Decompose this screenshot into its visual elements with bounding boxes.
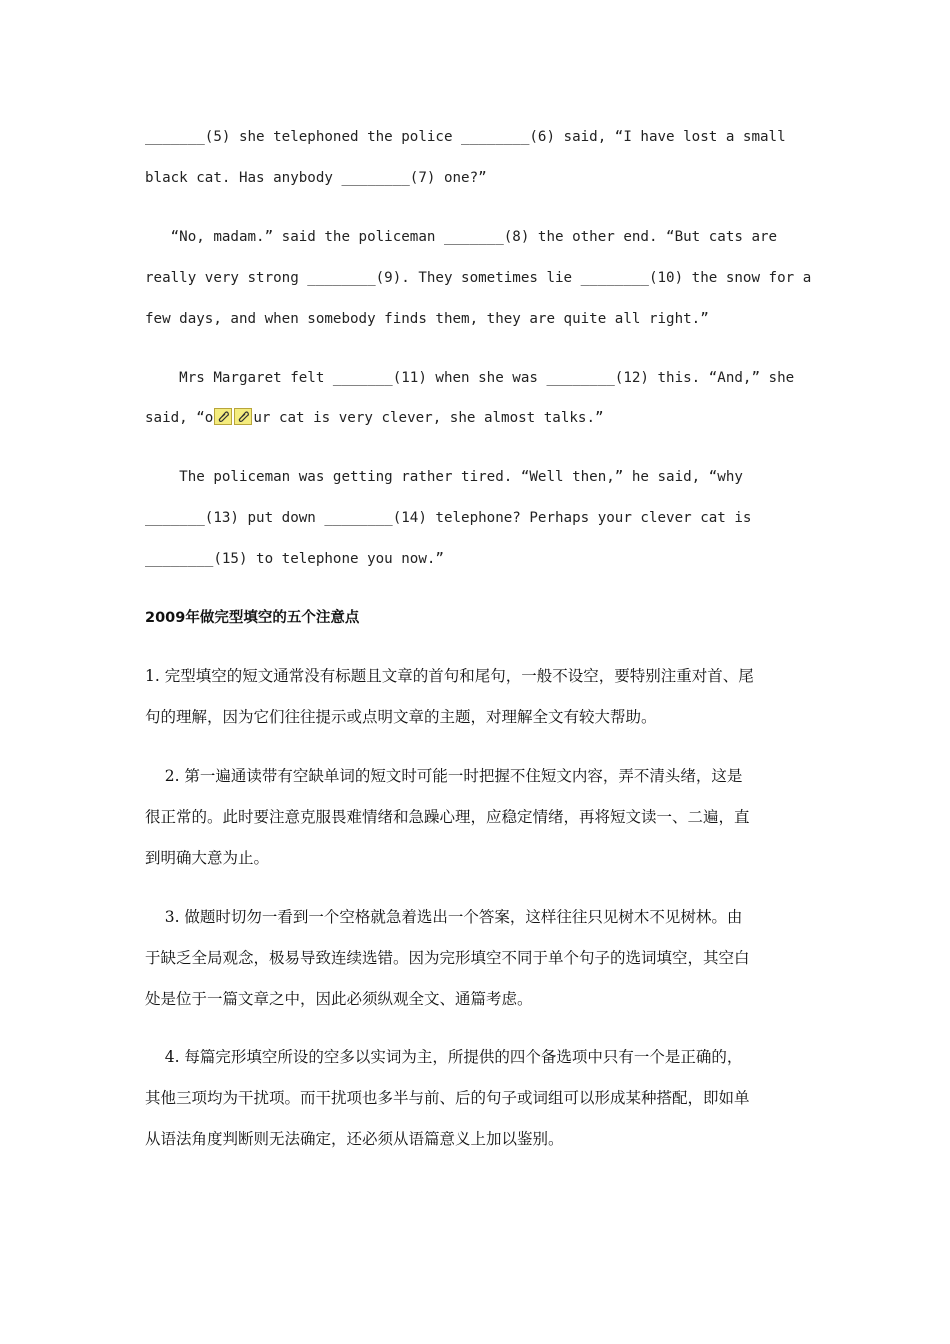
story-line-1: _______(5) she telephoned the police ________(6) said, “I have lost a small	[145, 129, 786, 145]
story-line-2: black cat. Has anybody ________(7) one?”	[145, 170, 487, 186]
tips-heading: 2009年做完型填空的五个注意点	[145, 610, 360, 626]
story-line-6: Mrs Margaret felt _______(11) when she was ________(12) this. “And,” she	[145, 370, 795, 386]
tip-1-line-2: 句的理解，因为它们往往提示或点明文章的主题，对理解全文有较大帮助。	[145, 708, 657, 726]
story-line-10: ________(15) to telephone you now.”	[145, 551, 444, 567]
story-line-3: “No, madam.” said the policeman _______(8) the other end. “But cats are	[145, 229, 778, 245]
story-line-8: The policeman was getting rather tired. “Well then,” he said, “why	[145, 469, 743, 485]
tip-4-line-1: 4. 每篇完形填空所设的空多以实词为主，所提供的四个备选项中只有一个是正确的，	[145, 1048, 743, 1066]
paperclip-icon	[214, 408, 232, 425]
paperclip-icon	[234, 408, 252, 425]
tip-1-line-1: 1. 完型填空的短文通常没有标题且文章的首句和尾句，一般不设空，要特别注重对首、尾	[145, 667, 754, 685]
tip-2-line-3: 到明确大意为止。	[145, 849, 270, 867]
story-line-7	[145, 408, 604, 428]
tip-2-line-1: 2. 第一遍通读带有空缺单词的短文时可能一时把握不住短文内容，弄不清头绪，这是	[145, 767, 743, 785]
story-line-4: really very strong ________(9). They sometimes lie ________(10) the snow for a	[145, 270, 812, 286]
tip-2-line-2: 很正常的。此时要注意克服畏难情绪和急躁心理，应稳定情绪，再将短文读一、二遍，直	[145, 808, 750, 826]
story-line-5: few days, and when somebody finds them, they are quite all right.”	[145, 311, 709, 327]
tip-4-line-3: 从语法角度判断则无法确定，还必须从语篇意义上加以鉴别。	[145, 1130, 564, 1148]
story-line-7-start: said, “o	[145, 410, 214, 426]
tip-3-line-2: 于缺乏全局观念，极易导致连续选错。因为完形填空不同于单个句子的选词填空，其空白	[145, 949, 750, 967]
tip-3-line-3: 处是位于一篇文章之中，因此必须纵观全文、通篇考虑。	[145, 990, 533, 1008]
tip-4-line-2: 其他三项均为干扰项。而干扰项也多半与前、后的句子或词组可以形成某种搭配，即如单	[145, 1089, 750, 1107]
story-line-7-end: ur cat is very clever, she almost talks.”	[253, 410, 604, 426]
story-line-9: _______(13) put down ________(14) telephone? Perhaps your clever cat is	[145, 510, 752, 526]
tip-3-line-1: 3. 做题时切勿一看到一个空格就急着选出一个答案，这样往往只见树木不见树林。由	[145, 908, 743, 926]
